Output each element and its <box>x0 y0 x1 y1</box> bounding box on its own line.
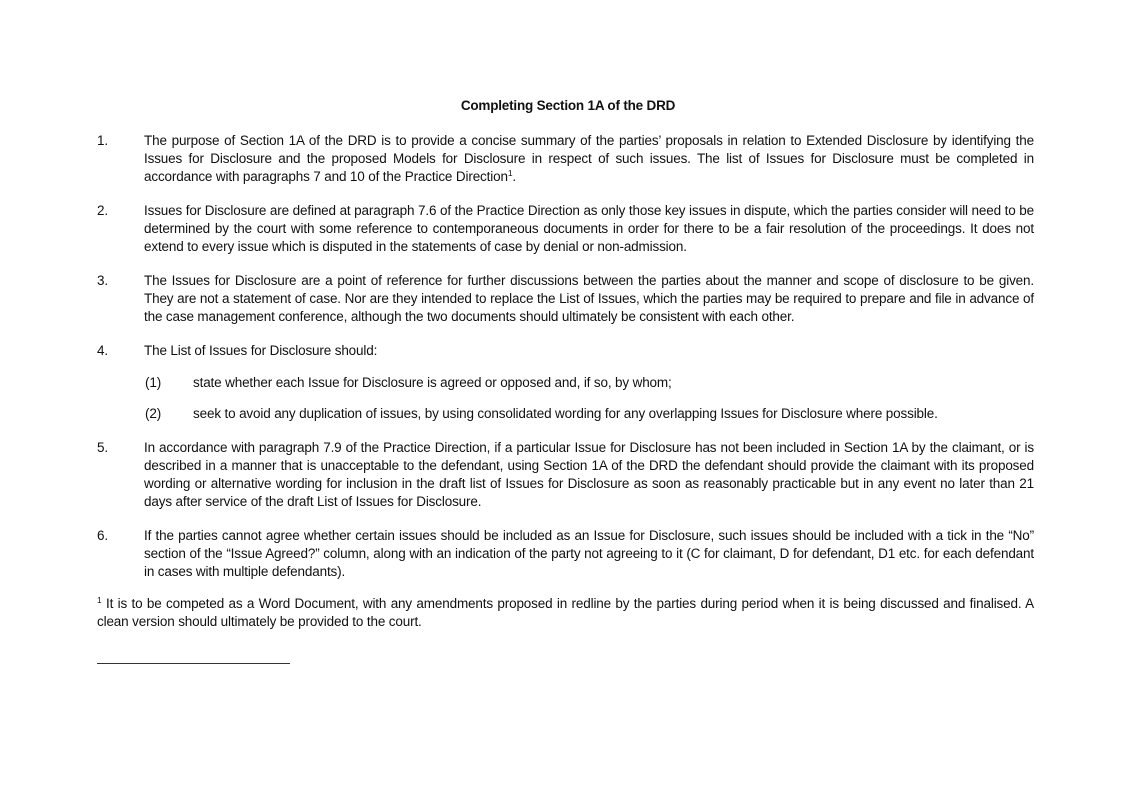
footnote-separator-line <box>97 663 290 664</box>
footnote-text: It is to be competed as a Word Document, with any amendments proposed in redline by the parties during period when it is being discussed and finalised. A clean version should ultimately be provided to the court. <box>97 596 1034 629</box>
paragraph-4 <box>97 342 1034 360</box>
list-subitem-1 <box>145 374 1034 392</box>
paragraph-2 <box>97 202 1034 256</box>
paragraph-3 <box>97 272 1034 326</box>
paragraph-number: 4. <box>97 343 108 358</box>
paragraph-5 <box>97 439 1034 511</box>
paragraph-text: The purpose of Section 1A of the DRD is to provide a concise summary of the parties’ proposals in relation to Extended Disclosure by identifying the Issues for Disclosure and the proposed Models for Disclosure in respect of such issues. The list of Issues for Disclosure must be completed in accordance with paragraphs 7 and 10 of the Practice Direction <box>144 133 1034 184</box>
document-title: Completing Section 1A of the DRD <box>460 98 676 113</box>
footnote-marker: 1 <box>97 595 102 605</box>
subitem-text: state whether each Issue for Disclosure is agreed or opposed and, if so, by whom; <box>193 375 672 390</box>
paragraph-6 <box>97 527 1034 581</box>
subitem-number: (2) <box>145 406 162 421</box>
paragraph-1 <box>97 132 1034 186</box>
paragraph-number: 6. <box>97 528 108 543</box>
paragraph-text: The Issues for Disclosure are a point of reference for further discussions between the parties about the manner and scope of disclosure to be given. They are not a statement of case. Nor are they intended to replace the List of Issues, which the parties may be required to prepare and file in advance of the case management conference, although the two documents should ultimately be consistent with each other. <box>144 273 1034 324</box>
paragraph-number: 1. <box>97 133 108 148</box>
subitem-text: seek to avoid any duplication of issues, by using consolidated wording for any overlapping Issues for Disclosure where possible. <box>193 406 938 421</box>
paragraph-number: 5. <box>97 440 108 455</box>
paragraph-text: Issues for Disclosure are defined at paragraph 7.6 of the Practice Direction as only those key issues in dispute, which the parties consider will need to be determined by the court with some reference to contemporaneous documents in order for there to be a fair resolution of the proceedings. It does not extend to every issue which is disputed in the statements of case by denial or non-admission. <box>144 203 1034 254</box>
footnote-reference: 1 <box>507 168 513 178</box>
subitem-number: (1) <box>145 375 162 390</box>
footnote <box>97 595 1034 631</box>
paragraph-text-end: . <box>512 169 517 184</box>
paragraph-text: In accordance with paragraph 7.9 of the Practice Direction, if a particular Issue for Disclosure has not been included in Section 1A by the claimant, or is described in a manner that is unacceptable to the defendant, using Section 1A of the DRD the defendant should provide the claimant with its proposed wording or alternative wording for inclusion in the draft list of Issues for Disclosure as soon as reasonably practicable but in any event no later than 21 days after service of the draft List of Issues for Disclosure. <box>144 440 1034 509</box>
list-subitem-2 <box>145 405 1034 423</box>
paragraph-number: 3. <box>97 273 108 288</box>
paragraph-number: 2. <box>97 203 108 218</box>
paragraph-text: If the parties cannot agree whether certain issues should be included as an Issue for Disclosure, such issues should be included with a tick in the “No” section of the “Issue Agreed?” column, along with an indication of the party not agreeing to it (C for claimant, D for defendant, D1 etc. for each defendant in cases with multiple defendants). <box>144 528 1034 579</box>
paragraph-text: The List of Issues for Disclosure should: <box>144 343 378 358</box>
